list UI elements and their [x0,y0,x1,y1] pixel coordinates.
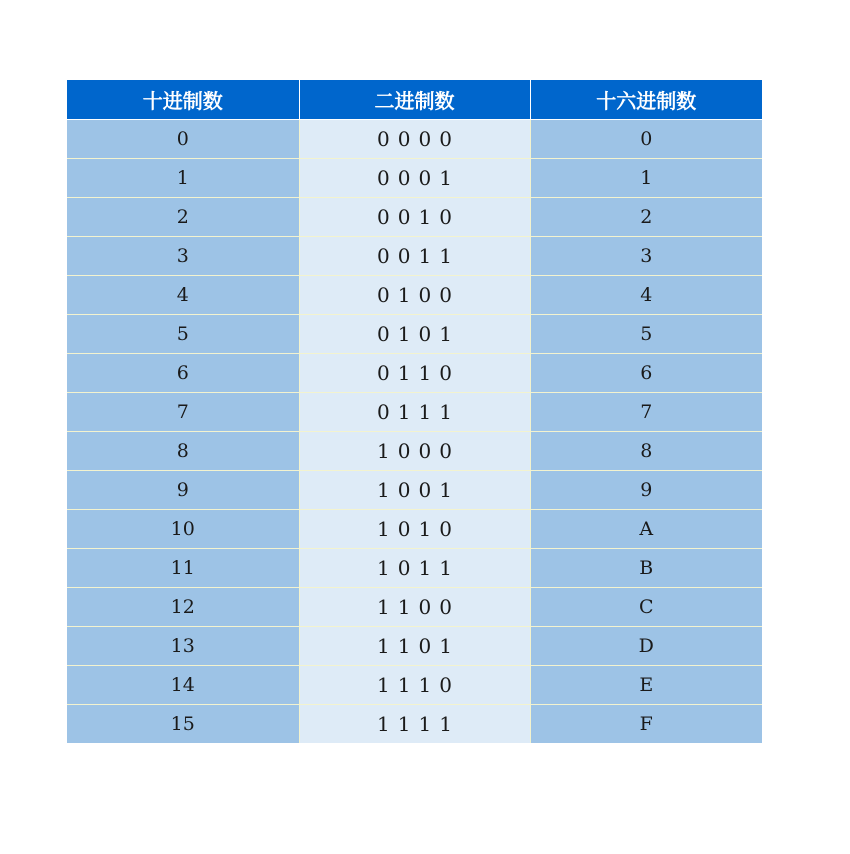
decimal-cell: 10 [67,510,299,549]
table-row [67,432,762,471]
decimal-cell: 15 [67,705,299,744]
decimal-cell: 7 [67,393,299,432]
binary-cell: 0100 [299,276,530,315]
binary-cell: 0001 [299,159,530,198]
table-row [67,354,762,393]
table-row [67,120,762,159]
table-body [67,120,762,744]
binary-cell: 0011 [299,237,530,276]
table-row [67,276,762,315]
table-row [67,666,762,705]
hex-cell: B [530,549,762,588]
hex-cell: A [530,510,762,549]
hex-cell: 4 [530,276,762,315]
hex-cell: 5 [530,315,762,354]
decimal-cell: 0 [67,120,299,159]
table-row [67,159,762,198]
hex-cell: 8 [530,432,762,471]
table-row [67,549,762,588]
hex-cell: C [530,588,762,627]
binary-cell: 1110 [299,666,530,705]
binary-cell: 0101 [299,315,530,354]
header-decimal: 十进制数 [67,80,299,120]
hex-cell: 2 [530,198,762,237]
decimal-cell: 4 [67,276,299,315]
decimal-cell: 13 [67,627,299,666]
decimal-cell: 9 [67,471,299,510]
header-hexadecimal: 十六进制数 [530,80,762,120]
decimal-cell: 14 [67,666,299,705]
decimal-cell: 3 [67,237,299,276]
decimal-cell: 8 [67,432,299,471]
binary-cell: 0010 [299,198,530,237]
decimal-cell: 5 [67,315,299,354]
binary-cell: 0000 [299,120,530,159]
decimal-cell: 2 [67,198,299,237]
header-binary: 二进制数 [299,80,530,120]
table-row [67,471,762,510]
hex-cell: 1 [530,159,762,198]
table-row [67,198,762,237]
binary-cell: 1011 [299,549,530,588]
table-row [67,237,762,276]
hex-cell: F [530,705,762,744]
hex-cell: 3 [530,237,762,276]
decimal-cell: 12 [67,588,299,627]
table-row [67,588,762,627]
binary-cell: 1001 [299,471,530,510]
binary-cell: 0110 [299,354,530,393]
binary-cell: 1100 [299,588,530,627]
hex-cell: D [530,627,762,666]
table-row [67,393,762,432]
decimal-cell: 1 [67,159,299,198]
conversion-table-container [67,80,762,743]
binary-cell: 1101 [299,627,530,666]
table-header-row [67,80,762,120]
binary-cell: 1010 [299,510,530,549]
decimal-cell: 11 [67,549,299,588]
number-base-conversion-table [67,80,762,743]
hex-cell: 0 [530,120,762,159]
table-row [67,315,762,354]
table-row [67,510,762,549]
binary-cell: 1000 [299,432,530,471]
hex-cell: 7 [530,393,762,432]
binary-cell: 1111 [299,705,530,744]
binary-cell: 0111 [299,393,530,432]
table-row [67,705,762,744]
hex-cell: 6 [530,354,762,393]
hex-cell: E [530,666,762,705]
hex-cell: 9 [530,471,762,510]
decimal-cell: 6 [67,354,299,393]
table-row [67,627,762,666]
